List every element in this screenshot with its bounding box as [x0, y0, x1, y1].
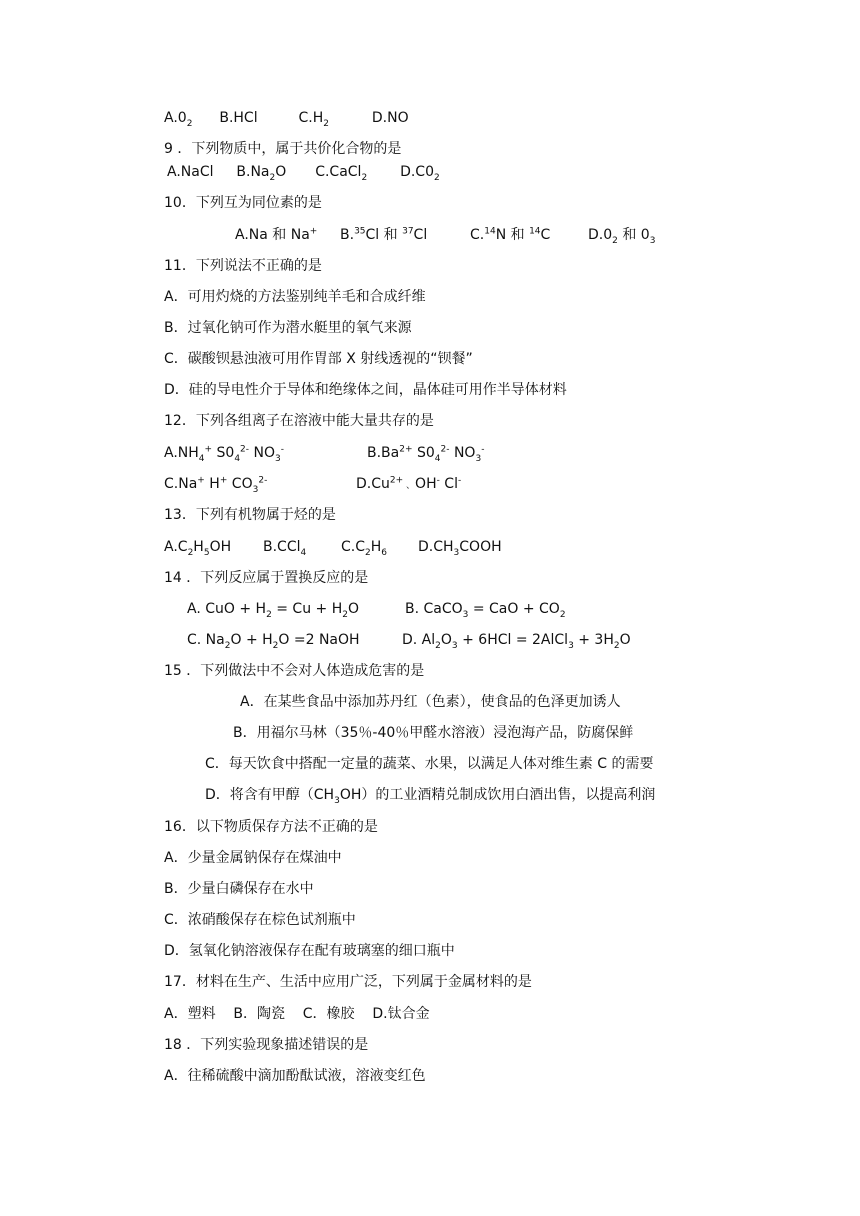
- q16-option-c: C．浓硝酸保存在棕色试剂瓶中: [164, 912, 356, 928]
- q15-option-c: C．每天饮食中搭配一定量的蔬菜、水果，以满足人体对维生素 C 的需要: [205, 756, 654, 772]
- q13-option-c: $C.C_2H_6$: [341, 539, 388, 558]
- q8-options: [164, 109, 409, 127]
- q18-option-a: A．往稀硫酸中滴加酚酞试液，溶液变红色: [164, 1068, 426, 1084]
- q10-option-c: C.$^{14}$N 和 $^{14}$C: [470, 226, 551, 243]
- q10-option-d: $D.0_2$ 和 $0_3$: [588, 227, 656, 246]
- q17-stem: 17．材料在生产、生活中应用广泛，下列属于金属材料的是: [164, 974, 532, 990]
- q10-option-b: B.$^{35}$Cl 和 $^{37}$Cl: [340, 226, 428, 243]
- q11-option-b: B．过氧化钠可作为潜水艇里的氧气来源: [164, 320, 412, 336]
- q16-option-b: B．少量白磷保存在水中: [164, 881, 314, 897]
- q10-option-a: A.Na 和 Na+: [235, 226, 318, 243]
- q10-stem: 10．下列互为同位素的是: [164, 195, 322, 211]
- q14-option-c: C. $Na_2O + H_2O =2$ NaOH: [187, 632, 360, 651]
- q9-option-d: $D.C0_2$: [400, 164, 440, 183]
- q9-option-c: C.CaCl$_2$: [315, 164, 368, 183]
- q9-stem: 9 ．下列物质中，属于共价化合物的是: [164, 141, 402, 157]
- q14-option-b: B. CaCO$_3$ = CaO + $CO_2$: [405, 601, 566, 620]
- q12-option-d: $D.Cu^{2+}$ 、OH- Cl-: [356, 475, 462, 492]
- q16-stem: 16．以下物质保存方法不正确的是: [164, 819, 378, 835]
- q8-option-a: $A.0_2$: [164, 110, 193, 129]
- q16-option-a: A．少量金属钠保存在煤油中: [164, 850, 342, 866]
- q14-stem: 14 ．下列反应属于置换反应的是: [164, 570, 369, 586]
- q9-option-b: $B.Na_2O$: [236, 164, 287, 183]
- q15-option-d: D．将含有甲醇$(CH_3OH)$的工业酒精兑制成饮用白酒出售，以提高利润: [205, 787, 656, 806]
- q11-stem: 11．下列说法不正确的是: [164, 258, 322, 274]
- q18-stem: 18 ．下列实验现象描述错误的是: [164, 1037, 369, 1053]
- q9-options: [167, 163, 440, 181]
- q16-option-d: D．氢氧化钠溶液保存在配有玻璃塞的细口瓶中: [164, 943, 455, 959]
- q15-option-a: A．在某些食品中添加苏丹红（色素），使食品的色泽更加诱人: [240, 694, 621, 710]
- q8-option-d: D.NO: [371, 110, 409, 126]
- q12-option-c: C.Na+ H+ $CO_3^{2-}$: [164, 475, 268, 495]
- q8-option-c: $C.H_2$: [298, 110, 329, 129]
- q13-option-a: $A.C_2H_5OH$: [164, 539, 232, 558]
- q11-option-c: C．碳酸钡悬浊液可用作胃部 X 射线透视的“钡餐”: [164, 351, 473, 367]
- q13-stem: 13．下列有机物属于烃的是: [164, 507, 336, 523]
- q8-option-b: B.HCl: [219, 110, 258, 126]
- q11-option-d: D．硅的导电性介于导体和绝缘体之间，晶体硅可用作半导体材料: [164, 382, 567, 398]
- q12-option-a: $A.NH_4^+$ $S0_4^{2-}$ $NO_3^-$: [164, 444, 284, 464]
- q14-option-a: A. CuO + $H_2 = Cu + H_2O$: [187, 601, 359, 620]
- q12-stem: 12．下列各组离子在溶液中能大量共存的是: [164, 413, 434, 429]
- q12-option-b: $B.Ba^{2+}$ $S0_4^{2-}$ $NO_3^-$: [367, 444, 485, 464]
- q15-stem: 15 ．下列做法中不会对人体造成危害的是: [164, 663, 425, 679]
- q17-options: A．塑料 B．陶瓷 C．橡胶 D.钛合金: [164, 1006, 430, 1022]
- q15-option-b: B．用福尔马林（35％-40％甲醛水溶液）浸泡海产品，防腐保鲜: [233, 725, 634, 741]
- q9-option-a: A.NaCl: [167, 164, 214, 180]
- q13-option-b: B.CCl$_4$: [263, 539, 307, 558]
- q13-option-d: $D.CH_3COOH$: [418, 539, 502, 558]
- q14-option-d: D. $Al_2O_3 + 6HCl$ = 2AlCl$_3$ + $3H_2O$: [402, 632, 631, 651]
- q11-option-a: A．可用灼烧的方法鉴别纯羊毛和合成纤维: [164, 289, 426, 305]
